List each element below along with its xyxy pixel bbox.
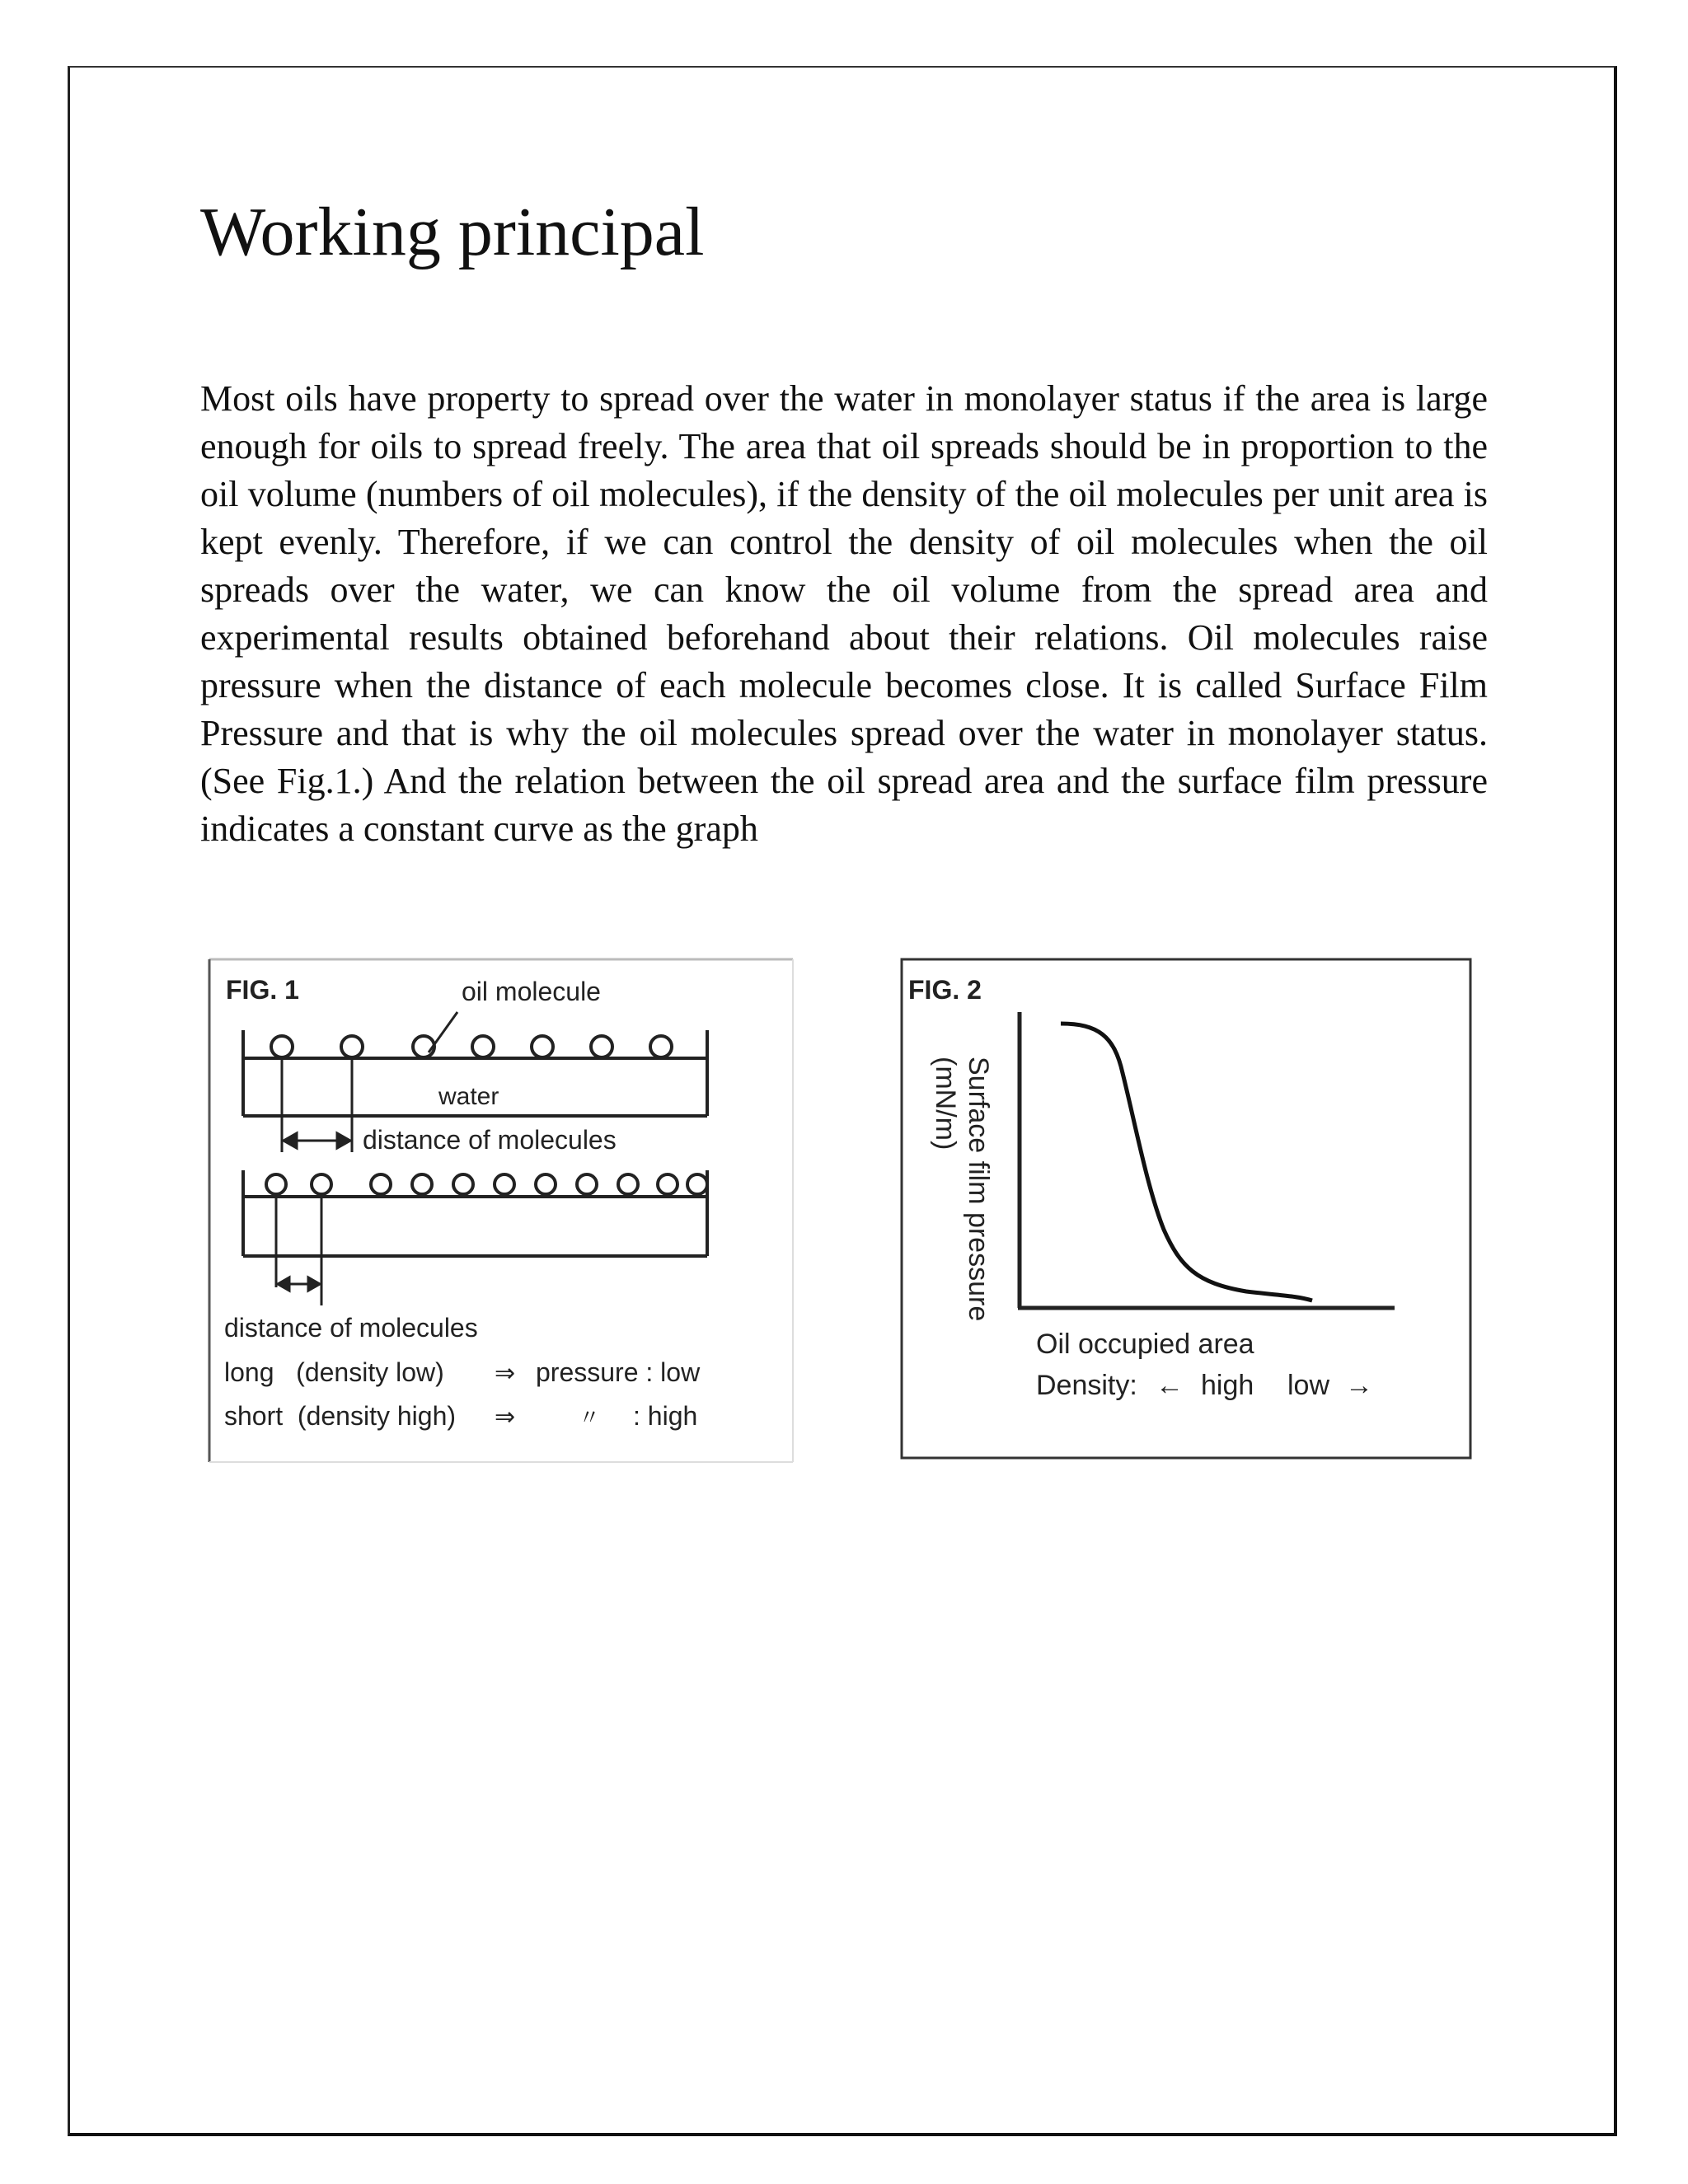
fig1-row2-text: short (density high) xyxy=(224,1401,457,1431)
fig1-top-molecules xyxy=(271,1036,672,1057)
fig1-molecule xyxy=(577,1174,597,1194)
fig2-xlabel: Oil occupied area xyxy=(1036,1329,1254,1360)
fig1-bottom-distance-indicator xyxy=(276,1197,321,1305)
fig1-molecule xyxy=(412,1174,432,1194)
fig1-label: FIG. 1 xyxy=(226,975,299,1005)
fig2-density-arrow-left: ← xyxy=(1156,1370,1184,1401)
fig2-ylabel-line1: Surface film pressure xyxy=(963,1057,994,1322)
fig2-density-prefix: Density: xyxy=(1036,1370,1137,1401)
fig1-molecule xyxy=(532,1036,553,1057)
page-title: Working principal xyxy=(200,194,705,270)
fig1-row1-text: long (density low) xyxy=(224,1357,444,1387)
fig1-molecule xyxy=(591,1036,612,1057)
fig2-label: FIG. 2 xyxy=(908,975,982,1005)
fig1-row1-arrow: ⇒ xyxy=(495,1360,516,1387)
fig1-row1-result: pressure : low xyxy=(536,1357,701,1387)
fig1-distance-label-top: distance of molecules xyxy=(363,1125,617,1155)
fig2-pressure-curve xyxy=(1061,1024,1312,1301)
fig1-molecule xyxy=(536,1174,556,1194)
fig1-water-label: water xyxy=(438,1083,499,1110)
fig2-ylabel-line2: (mN/m) xyxy=(930,1057,961,1151)
fig1-molecule xyxy=(341,1036,363,1057)
fig1-row2-result: : high xyxy=(633,1401,698,1431)
fig1-molecule xyxy=(650,1036,672,1057)
fig1-distance-label-bottom: distance of molecules xyxy=(224,1313,478,1343)
fig1-molecule xyxy=(687,1174,707,1194)
fig1-molecule xyxy=(618,1174,638,1194)
fig1-molecule xyxy=(472,1036,494,1057)
figure-2 xyxy=(900,958,1477,1469)
fig1-top-distance-indicator xyxy=(282,1058,352,1152)
fig1-molecule xyxy=(658,1174,678,1194)
fig1-oil-molecule-label: oil molecule xyxy=(462,977,601,1006)
fig1-molecule xyxy=(312,1174,331,1194)
fig2-density-arrow-right: → xyxy=(1345,1370,1373,1401)
fig1-molecule xyxy=(371,1174,391,1194)
figure-1 xyxy=(206,958,799,1469)
fig1-molecule xyxy=(413,1036,434,1057)
fig2-density-high: high xyxy=(1201,1370,1254,1401)
fig1-row2-arrow: ⇒ xyxy=(495,1404,516,1431)
fig1-molecule xyxy=(495,1174,514,1194)
fig1-molecule xyxy=(266,1174,286,1194)
fig1-bottom-molecules xyxy=(266,1174,707,1194)
body-paragraph: Most oils have property to spread over the water in monolayer status if the area is large enough for oils to spread freely. The area that oil spreads should be in proportion to the oil volume (numbers of oil molecules), if the density of the oil molecules per unit area is kept evenly. Therefore, if we can control the density of oil molecules when the oil spreads over the water, we can know the oil volume from the spread area and experimental results obtained beforehand about their relations. Oil molecules raise pressure when the distance of each molecule becomes close. It is called Surface Film Pressure and that is why the oil molecules spread over the water in monolayer status. (See Fig.1.) And the relation between the oil spread area and the surface film pressure indicates a constant curve as the graph xyxy=(200,378,1488,849)
fig1-molecule xyxy=(271,1036,293,1057)
fig1-molecule xyxy=(453,1174,473,1194)
fig1-row2-ditto: 〃 xyxy=(579,1405,601,1430)
fig2-density-low: low xyxy=(1287,1370,1330,1401)
